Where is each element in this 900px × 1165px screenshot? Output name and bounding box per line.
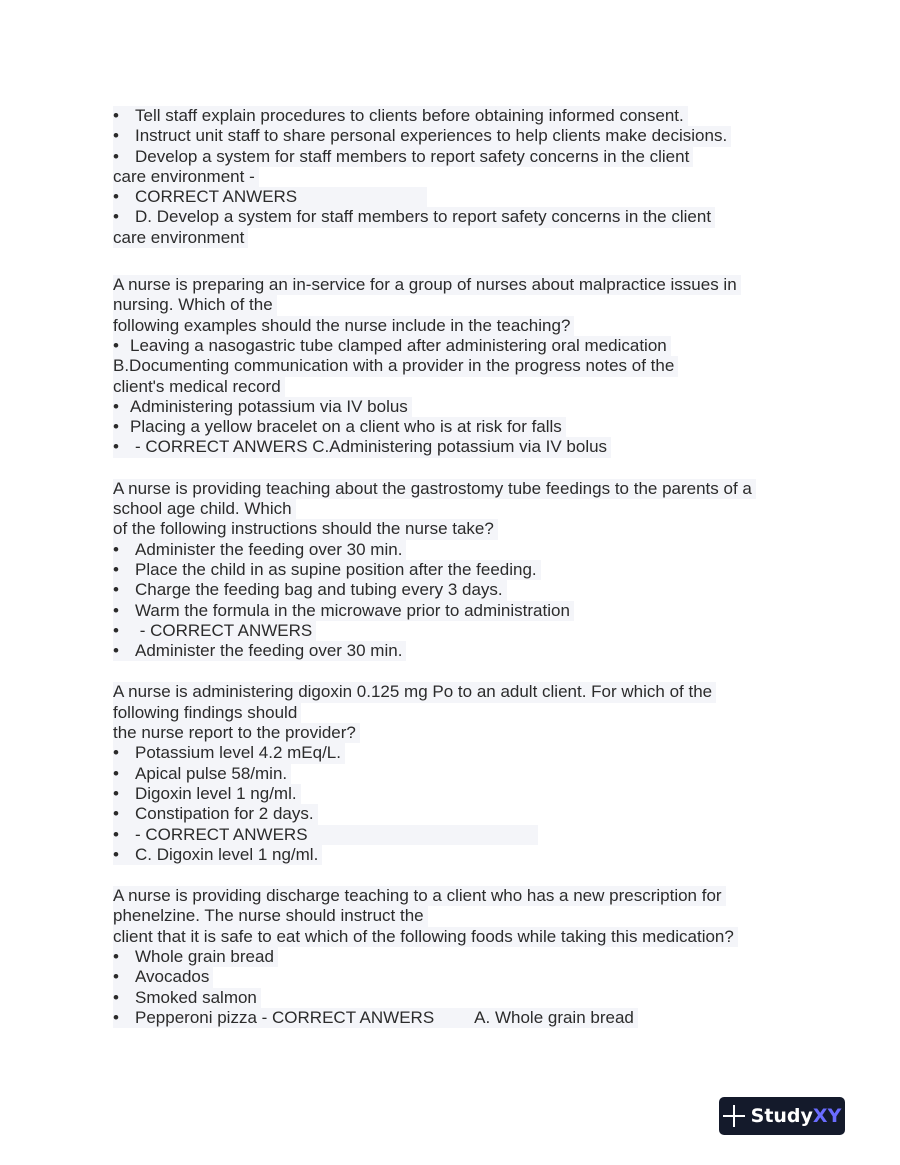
bullet: • (113, 1007, 119, 1027)
item-text: Leaving a nasogastric tube clamped after administering oral medication (130, 335, 667, 355)
option-text: B.Documenting communication with a provider in the progress notes of the (113, 356, 678, 376)
bullet: • (113, 620, 119, 640)
item-text: C. Digoxin level 1 ng/ml. (135, 844, 319, 864)
bullet: • (113, 539, 119, 559)
list-item (113, 106, 688, 126)
bullet: • (113, 600, 119, 620)
logo-text (751, 1105, 842, 1127)
continuation-text: care environment - (113, 167, 259, 187)
question-text: A nurse is preparing an in-service for a group of nurses about malpractice issues in (113, 275, 741, 295)
answer-item (113, 207, 715, 227)
answer-item (113, 641, 406, 661)
list-item (113, 126, 731, 146)
question-text: following examples should the nurse include in the teaching? (113, 316, 574, 336)
item-text: Potassium level 4.2 mEq/L. (135, 743, 341, 763)
question-text: school age child. Which (113, 499, 296, 519)
question-text: the nurse report to the provider? (113, 723, 360, 743)
bullet: • (113, 824, 119, 844)
item-text: Charge the feeding bag and tubing every 3 days. (135, 580, 503, 600)
item-text: Placing a yellow bracelet on a client who is at risk for falls (130, 417, 562, 437)
document-body (113, 106, 793, 1028)
item-text: Pepperoni pizza - CORRECT ANWERS (135, 1007, 435, 1027)
answer-label (113, 187, 427, 207)
bullet: • (113, 783, 119, 803)
bullet: • (113, 743, 119, 763)
answer-label (113, 621, 316, 641)
bullet: • (113, 804, 119, 824)
item-text: Avocados (135, 967, 210, 987)
bullet: • (113, 580, 119, 600)
continuation-text: care environment (113, 228, 248, 248)
item-text: Administer the feeding over 30 min. (135, 539, 403, 559)
question-text: nursing. Which of the (113, 295, 277, 315)
bullet: • (113, 146, 119, 166)
answer-item (113, 437, 611, 457)
bullet: • (113, 967, 119, 987)
item-text: Administering potassium via IV bolus (130, 396, 408, 416)
item-text: - CORRECT ANWERS (135, 620, 313, 640)
bullet: • (113, 396, 119, 416)
list-item (113, 601, 574, 621)
item-text: - CORRECT ANWERS (135, 824, 308, 844)
studyxy-logo[interactable] (719, 1097, 845, 1135)
item-text: CORRECT ANWERS (135, 187, 298, 207)
answer-item (113, 845, 322, 865)
bullet: • (113, 559, 119, 579)
answer-item (113, 1008, 638, 1028)
item-text: Warm the formula in the microwave prior to administration (135, 600, 570, 620)
bullet: • (113, 335, 119, 355)
question-text: A nurse is providing discharge teaching to a client who has a new prescription for (113, 886, 726, 906)
answer-label (113, 825, 538, 845)
bullet: • (113, 106, 119, 125)
question-block-3 (113, 479, 793, 662)
question-text: A nurse is administering digoxin 0.125 mg Po to an adult client. For which of the (113, 682, 716, 702)
question-text: of the following instructions should the nurse take? (113, 519, 498, 539)
question-text: A nurse is providing teaching about the gastrostomy tube feedings to the parents of a (113, 479, 756, 499)
list-item (113, 417, 566, 437)
question-text: following findings should (113, 703, 301, 723)
list-item (113, 947, 278, 967)
item-text: Administer the feeding over 30 min. (135, 641, 403, 661)
bullet: • (113, 844, 119, 864)
question-block-4 (113, 682, 793, 865)
list-item (113, 967, 213, 987)
bullet: • (113, 437, 119, 457)
item-text: Place the child in as supine position after the feeding. (135, 559, 537, 579)
item-text: Apical pulse 58/min. (135, 763, 288, 783)
bullet: • (113, 207, 119, 227)
item-text: Whole grain bread (135, 946, 274, 966)
question-block-2 (113, 275, 793, 458)
item-text: Constipation for 2 days. (135, 804, 314, 824)
list-item (113, 988, 261, 1008)
plus-icon (723, 1105, 745, 1127)
option-text: client's medical record (113, 377, 285, 397)
item-text: Smoked salmon (135, 987, 257, 1007)
list-item (113, 540, 406, 560)
list-item (113, 336, 671, 356)
question-text: client that it is safe to eat which of the following foods while taking this medication? (113, 927, 738, 947)
item-text: Instruct unit staff to share personal experiences to help clients make decisions. (135, 126, 728, 146)
bullet: • (113, 763, 119, 783)
item-text: Tell staff explain procedures to clients before obtaining informed consent. (135, 106, 684, 125)
bullet: • (113, 946, 119, 966)
logo-text-main: Study (750, 1105, 813, 1127)
list-item (113, 784, 301, 804)
item-text: Develop a system for staff members to report safety concerns in the client (135, 146, 690, 166)
list-item (113, 743, 345, 763)
list-item (113, 804, 318, 824)
list-item (113, 147, 693, 167)
item-text: A. Whole grain bread (474, 1007, 634, 1027)
logo-text-accent: XY (812, 1105, 842, 1127)
bullet: • (113, 641, 119, 661)
item-text: D. Develop a system for staff members to report safety concerns in the client (135, 207, 712, 227)
question-block-5 (113, 886, 793, 1028)
list-item (113, 580, 507, 600)
list-item (113, 764, 291, 784)
bullet: • (113, 126, 119, 146)
item-text: - CORRECT ANWERS C.Administering potassium via IV bolus (135, 437, 608, 457)
bullet: • (113, 987, 119, 1007)
bullet: • (113, 187, 119, 207)
list-item (113, 397, 412, 417)
question-block-1 (113, 106, 793, 248)
bullet: • (113, 417, 119, 437)
item-text: Digoxin level 1 ng/ml. (135, 783, 297, 803)
question-text: phenelzine. The nurse should instruct the (113, 906, 428, 926)
list-item (113, 560, 541, 580)
